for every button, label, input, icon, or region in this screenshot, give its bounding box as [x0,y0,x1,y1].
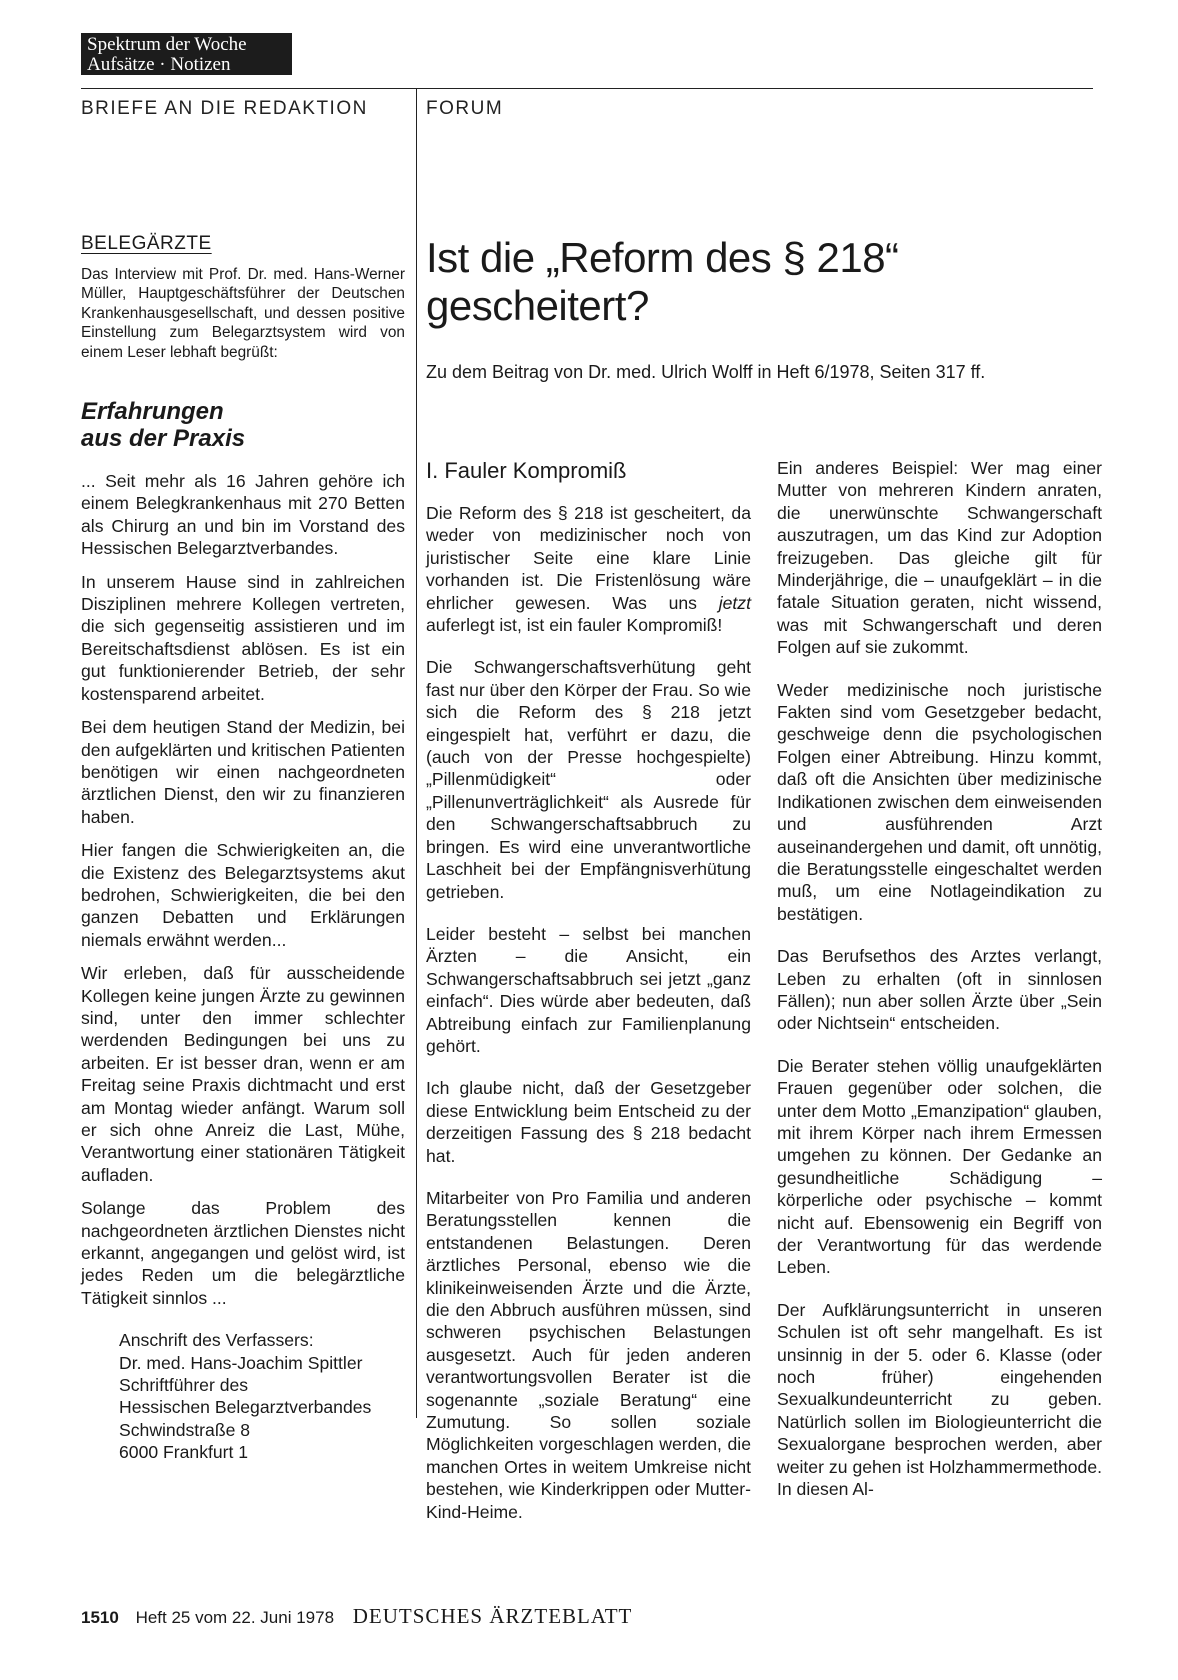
badge-line-1: Spektrum der Woche [87,34,247,55]
forum-paragraph: Ein anderes Beispiel: Wer mag einer Mutter von mehreren Kindern anraten, die unerwünschte Schwangerschaft auszutragen, um das Kind zur Adoption freizugeben. Das gleiche gilt für Minderjährige, die – unaufgeklärt – in die fatale Situation geraten, nicht wissend, was mit Schwangerschaft und deren Folgen auf sie zukommt. [777,458,1102,658]
address-line: 6000 Frankfurt 1 [119,1442,249,1463]
forum-paragraph: Leider besteht – selbst bei manchen Ärzten – die Ansicht, ein Schwangerschaftsabbruch sei jetzt „ganz einfach“. Dies würde aber bedeuten, daß Abtreibung einfach zur Familienplanung gehört. [426,923,751,1056]
forum-column-1 [426,458,751,1534]
letter-paragraph: Wir erleben, daß für ausscheidende Kollegen keine jungen Ärzte zu gewinnen sind, unter den immer schlechter werdenden Bedingungen bei uns zu arbeiten. Er ist besser dran, wenn er am Freitag seine Praxis dichtmacht und erst am Montag wieder anfängt. Warum soll er sich ohne Anreiz die Last, Mühe, Verantwortung einer stationären Tätigkeit aufladen. [81,963,405,1185]
forum-p1-end: auferlegt ist, ist ein fauler Kompromiß! [426,615,723,636]
forum-paragraph: Die Schwangerschaftsverhütung geht fast nur über den Körper der Frau. So wie sich die Reform des § 218 jetzt eingespielt hat, verführt er dazu, die (auch von der Presse hochgespielte) „Pillenmüdigkeit“ oder „Pillenunverträglichkeit“ als Ausrede für den Schwangerschaftsabbruch zu bringen. Es wird eine unverantwortliche Laschheit bei der Empfängnisverhütung getrieben. [426,657,751,902]
address-line: Dr. med. Hans-Joachim Spittler [119,1352,363,1373]
address-line: Hessischen Belegarztverbandes [119,1397,372,1418]
letter-column [81,233,405,1464]
forum-paragraph: Ich glaube nicht, daß der Gesetzgeber diese Entwicklung beim Entscheid zu der derzeitigen Fassung des § 218 bedacht hat. [426,1078,751,1166]
address-line: Schriftführer des [119,1375,249,1396]
forum-title [426,234,1086,330]
forum-paragraph: Der Aufklärungsunterricht in unseren Schulen ist oft sehr mangelhaft. Es ist unsinnig in der 5. oder 6. Klasse (oder noch früher) eingehenden Sexualkundeunterricht zu geben. Natürlich sollen im Biologieunterricht die Sexualorgane besprochen werden, aber weiter zu gehen ist Holzhammermethode. In diesen Al- [777,1299,1102,1500]
forum-paragraph: Mitarbeiter von Pro Familia und anderen Beratungsstellen kennen die entstandenen Belastungen. Deren ärztliches Personal, ebenso wie die klinikeinweisenden Ärzte und die Ärzte, die den Abbruch ausführen müssen, sind schweren psychischen Belastungen ausgesetzt. Auch für jeden anderen verantwortungsvollen Berater ist die sogenannte „soziale Beratung“ eine Zumutung. So sollen soziale Möglichkeiten vorgeschlagen werden, die manchen Ortes in weitem Umkreise nicht bestehen, wie Kinderkrippen oder Mutter-Kind-Heime. [426,1187,751,1522]
issue-info: Heft 25 vom 22. Juni 1978 [135,1608,335,1627]
forum-p1-emphasis: jetzt [718,592,751,613]
forum-deck: Zu dem Beitrag von Dr. med. Ulrich Wolff in Heft 6/1978, Seiten 317 ff. [426,362,986,382]
letter-headline-line-2: aus der Praxis [81,425,246,453]
section-badge [81,33,292,75]
forum-title-line-2: gescheitert? [426,282,649,329]
letter-paragraph: Bei dem heutigen Stand der Medizin, bei den aufgeklärten und kritischen Patienten benötigen wir einen nachgeordneten ärztlichen Dienst, den wir zu finanzieren haben. [81,717,405,827]
letter-paragraph: In unserem Hause sind in zahlreichen Disziplinen mehrere Kollegen vertreten, die sich gegenseitig assistieren und im Bereitschaftsdienst ablösen. Es ist ein gut funktionierender Betrieb, der sehr kostensparend arbeitet. [81,571,405,704]
forum-paragraph: Das Berufsethos des Arztes verlangt, Leben zu erhalten (oft in sinnlosen Fällen); nun aber sollen Ärzte über „Sein oder Nichtsein“ entscheiden. [777,946,1102,1034]
forum-paragraph: Die Berater stehen völlig unaufgeklärten Frauen gegenüber oder solchen, die unter dem Motto „Emanzipation“ glauben, mit ihrem Körper nach ihrem Ermessen umgehen zu können. Der Gedanke an gesundheitliche Schädigung – körperliche oder psychische – kommt nicht auf. Ebensowenig ein Begriff von der Verantwortung für das werdende Leben. [777,1055,1102,1278]
letter-intro: Das Interview mit Prof. Dr. med. Hans-Werner Müller, Hauptgeschäftsführer der Deutschen Krankenhausgesellschaft, und dessen positive Einstellung zum Belegarztsystem wird von einem Leser lebhaft begrüßt: [81,266,405,361]
letter-paragraph: ... Seit mehr als 16 Jahren gehöre ich einem Belegkrankenhaus mit 270 Betten als Chirurg an und bin im Vorstand des Hessischen Belegarztverbandes. [81,471,405,559]
address-line: Schwindstraße 8 [119,1419,251,1440]
letter-kicker: BELEGÄRZTE [81,233,212,254]
page-number: 1510 [81,1608,119,1627]
forum-column-2 [777,457,1102,1511]
letter-headline-line-1: Erfahrungen [81,398,224,426]
forum-paragraph [426,502,751,636]
forum-p1-start: Die Reform des § 218 ist gescheitert, da weder von medizinischer noch von juristischer Seite eine klare Linie vorhanden ist. Die Fristenlösung wäre ehrlicher gewesen. Was uns [426,503,751,613]
section-label-forum: FORUM [426,98,504,119]
forum-paragraph: Weder medizinische noch juristische Fakten sind vom Gesetzgeber bedacht, geschweige denn die psychologischen Folgen einer Abtreibung. Hinzu kommt, daß oft die Ansichten über medizinische Indikationen zwischen dem einweisenden und ausführenden Arzt auseinandergehen und damit, oft unnötig, die Beratungsstelle eingeschaltet werden muß, um eine Notlageindikation zu bestätigen. [777,679,1102,924]
author-address [119,1329,405,1463]
badge-line-2: Aufsätze · Notizen [87,54,231,75]
column-divider [416,88,417,1418]
letter-body [81,470,405,1309]
section-label-letters: BRIEFE AN DIE REDAKTION [81,98,368,119]
header-rule [81,88,1093,89]
letter-paragraph: Solange das Problem des nachgeordneten ärztlichen Dienstes nicht erkannt, angegangen und gelöst wird, ist jedes Reden um die belegärztliche Tätigkeit sinnlos ... [81,1198,405,1308]
forum-section-heading: I. Fauler Kompromiß [426,458,627,483]
letter-paragraph: Hier fangen die Schwierigkeiten an, die die Existenz des Belegarztsystems akut bedrohen, Schwierigkeiten, die bei den ganzen Debatten und Erklärungen niemals erwähnt werden... [81,840,405,950]
address-line: Anschrift des Verfassers: [119,1330,314,1351]
publication-name: DEUTSCHES ÄRZTEBLATT [352,1604,633,1628]
page-footer [81,1604,632,1628]
letter-headline [81,398,405,452]
forum-title-line-1: Ist die „Reform des § 218“ [426,234,899,281]
